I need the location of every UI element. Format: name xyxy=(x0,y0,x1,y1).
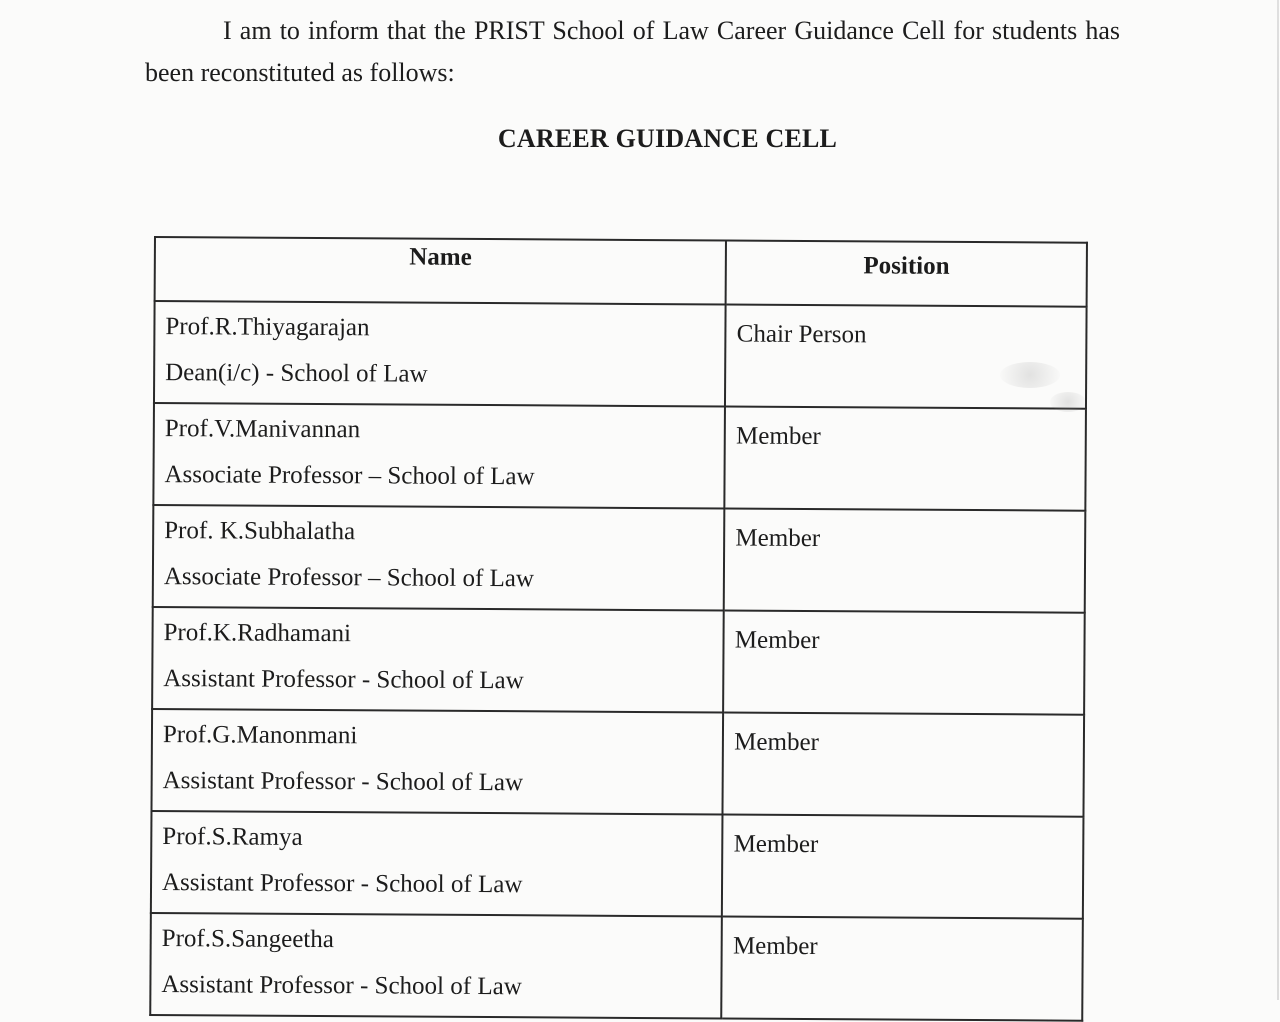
section-heading: CAREER GUIDANCE CELL xyxy=(497,124,838,153)
member-name-cell xyxy=(150,913,722,1018)
member-position: Member xyxy=(724,508,1085,612)
scan-smudge xyxy=(1000,362,1060,388)
member-name-cell xyxy=(152,607,724,712)
member-title: Assistant Professor - School of Law xyxy=(162,767,524,797)
table-row xyxy=(151,709,1084,817)
member-name: Prof.V.Manivannan xyxy=(164,415,361,444)
members-table xyxy=(149,236,1088,1022)
member-title: Associate Professor – School of Law xyxy=(163,563,535,593)
table-row xyxy=(153,505,1086,613)
member-position: Member xyxy=(722,916,1083,1020)
member-name-cell xyxy=(151,811,723,916)
position-column-header: Position xyxy=(726,240,1087,306)
member-title: Assistant Professor - School of Law xyxy=(163,665,524,695)
table-row xyxy=(153,403,1086,511)
member-name: Prof.K.Radhamani xyxy=(163,619,352,648)
table-row xyxy=(150,913,1083,1021)
table-row xyxy=(154,301,1087,409)
member-name: Prof. K.Subhalatha xyxy=(164,517,356,546)
member-title: Assistant Professor - School of Law xyxy=(161,869,523,899)
intro-paragraph: I am to inform that the PRIST School of Law Career Guidance Cell for students has been reconstituted as follows: xyxy=(145,16,1120,87)
member-title: Associate Professor – School of Law xyxy=(164,461,535,491)
member-position: Member xyxy=(725,406,1086,510)
member-name-cell xyxy=(153,403,725,508)
member-name-cell xyxy=(153,505,725,610)
member-name: Prof.S.Ramya xyxy=(162,823,303,851)
scan-smudge xyxy=(1050,392,1086,412)
member-position: Member xyxy=(723,610,1084,714)
member-title: Dean(i/c) - School of Law xyxy=(165,359,428,388)
member-name: Prof.G.Manonmani xyxy=(162,721,358,750)
table-header-row xyxy=(155,237,1087,307)
member-name-cell xyxy=(151,709,723,814)
table-row xyxy=(151,811,1084,919)
member-title: Assistant Professor - School of Law xyxy=(161,971,522,1001)
member-position: Member xyxy=(722,814,1083,918)
member-name: Prof.R.Thiyagarajan xyxy=(165,313,370,342)
table-row xyxy=(152,607,1085,715)
member-position: Chair Person xyxy=(725,304,1086,408)
member-position: Member xyxy=(723,712,1084,816)
member-name-cell xyxy=(154,301,726,406)
member-name: Prof.S.Sangeetha xyxy=(161,925,334,954)
name-column-header: Name xyxy=(155,237,727,304)
